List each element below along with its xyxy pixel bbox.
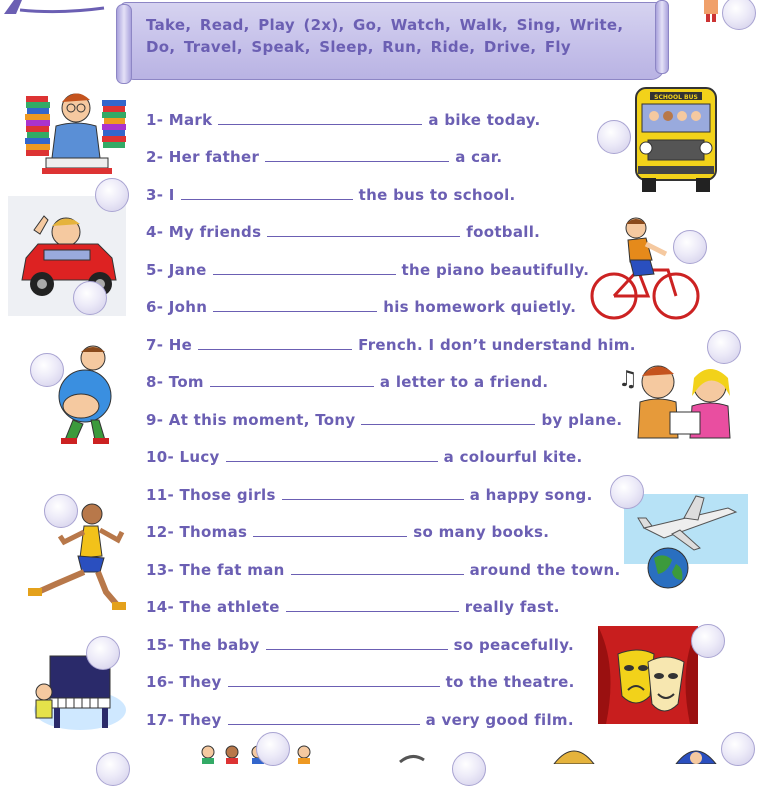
exercise-line-9 (146, 410, 622, 430)
singing-girls-illustration (614, 356, 750, 444)
exercise-ending: a car. (455, 148, 503, 166)
bubble-decoration (722, 0, 756, 30)
exercise-subject: 3- I (146, 186, 175, 204)
exercise-line-7 (146, 335, 636, 355)
exercise-subject: 13- The fat man (146, 561, 285, 579)
exercise-subject: 11- Those girls (146, 486, 276, 504)
bubble-decoration (707, 330, 741, 364)
exercise-subject: 1- Mark (146, 111, 213, 129)
exercise-subject: 4- My friends (146, 223, 262, 241)
exercise-ending: the piano beautifully. (401, 261, 590, 279)
exercise-subject: 6- John (146, 298, 208, 316)
exercise-ending: the bus to school. (358, 186, 516, 204)
exercise-line-1 (146, 110, 541, 130)
answer-blank-4[interactable] (267, 222, 460, 237)
exercise-line-3 (146, 185, 516, 205)
word-bank-text: Take, Read, Play (2x), Go, Watch, Walk, Sing, Write, Do, Travel, Speak, Sleep, Run, Ride, Drive, Fly (146, 16, 624, 56)
exercise-subject: 5- Jane (146, 261, 207, 279)
exercise-line-13 (146, 560, 621, 580)
answer-blank-11[interactable] (282, 485, 464, 500)
exercise-ending: a colourful kite. (443, 448, 583, 466)
answer-blank-2[interactable] (265, 147, 449, 162)
scroll-curl-right (655, 0, 669, 74)
bubble-decoration (597, 120, 631, 154)
boy-driving-car-illustration (8, 196, 126, 316)
answer-blank-8[interactable] (210, 372, 374, 387)
exercise-ending: a bike today. (428, 111, 541, 129)
bubble-decoration (721, 732, 755, 766)
exercise-subject: 2- Her father (146, 148, 260, 166)
answer-blank-16[interactable] (228, 672, 440, 687)
answer-blank-7[interactable] (198, 335, 352, 350)
bubble-decoration (691, 624, 725, 658)
answer-blank-14[interactable] (286, 597, 459, 612)
exercise-ending: by plane. (541, 411, 623, 429)
exercise-line-14 (146, 597, 560, 617)
scroll-curl-left (116, 4, 132, 84)
svg-text:♫: ♫ (618, 367, 638, 392)
exercise-line-4 (146, 222, 540, 242)
exercise-ending: so peacefully. (453, 636, 574, 654)
exercise-line-6 (146, 297, 576, 317)
exercise-ending: really fast. (464, 598, 560, 616)
exercise-line-16 (146, 672, 575, 692)
exercise-subject: 17- They (146, 711, 222, 729)
exercise-subject: 8- Tom (146, 373, 204, 391)
bubble-decoration (96, 752, 130, 786)
exercise-ending: to the theatre. (445, 673, 575, 691)
exercise-line-17 (146, 710, 574, 730)
bubble-decoration (673, 230, 707, 264)
exercise-subject: 10- Lucy (146, 448, 220, 466)
exercise-subject: 9- At this moment, Tony (146, 411, 356, 429)
exercise-ending: a letter to a friend. (379, 373, 549, 391)
top-left-decoration (0, 0, 110, 14)
fat-man-illustration (55, 342, 115, 446)
answer-blank-9[interactable] (361, 410, 535, 425)
exercise-ending: so many books. (413, 523, 550, 541)
answer-blank-12[interactable] (253, 522, 407, 537)
bubble-decoration (86, 636, 120, 670)
exercise-line-10 (146, 447, 583, 467)
exercise-ending: a very good film. (425, 711, 574, 729)
exercise-ending: French. I don’t understand him. (358, 336, 636, 354)
answer-blank-5[interactable] (213, 260, 396, 275)
answer-blank-13[interactable] (291, 560, 464, 575)
exercise-ending: around the town. (469, 561, 621, 579)
answer-blank-10[interactable] (226, 447, 438, 462)
bus-sign: SCHOOL BUS (654, 94, 698, 101)
exercise-ending: his homework quietly. (383, 298, 577, 316)
exercise-subject: 15- The baby (146, 636, 260, 654)
exercise-line-5 (146, 260, 589, 280)
exercise-subject: 7- He (146, 336, 193, 354)
bubble-decoration (73, 281, 107, 315)
bottom-bird-illustration (398, 752, 428, 764)
exercise-line-12 (146, 522, 549, 542)
answer-blank-3[interactable] (181, 185, 353, 200)
theatre-masks-illustration (598, 626, 698, 724)
studying-boy-illustration (22, 86, 130, 178)
exercise-ending: football. (466, 223, 541, 241)
bottom-right-child-illustration (674, 742, 718, 764)
exercise-line-11 (146, 485, 593, 505)
bubble-decoration (610, 475, 644, 509)
airplane-globe-illustration (624, 488, 748, 590)
exercise-line-2 (146, 147, 502, 167)
bubble-decoration (30, 353, 64, 387)
bottom-child-head-illustration (550, 744, 598, 764)
bubble-decoration (452, 752, 486, 786)
exercise-subject: 16- They (146, 673, 222, 691)
exercise-ending: a happy song. (469, 486, 593, 504)
exercise-subject: 14- The athlete (146, 598, 280, 616)
bubble-decoration (44, 494, 78, 528)
answer-blank-15[interactable] (266, 635, 448, 650)
answer-blank-17[interactable] (228, 710, 420, 725)
exercise-subject: 12- Thomas (146, 523, 248, 541)
exercise-line-8 (146, 372, 548, 392)
answer-blank-1[interactable] (218, 110, 422, 125)
school-bus-illustration (628, 82, 724, 194)
bubble-decoration (256, 732, 290, 766)
answer-blank-6[interactable] (213, 297, 377, 312)
bubble-decoration (95, 178, 129, 212)
exercise-line-15 (146, 635, 574, 655)
